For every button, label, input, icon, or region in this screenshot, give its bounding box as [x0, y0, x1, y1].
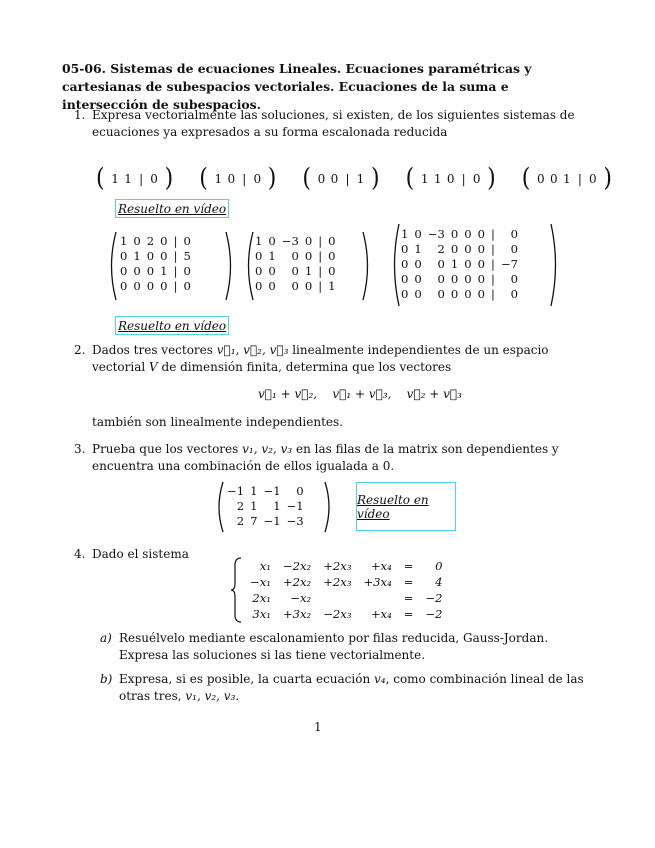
matrix-cell: 0 — [330, 172, 339, 186]
matrix-cell: 1 — [133, 249, 141, 263]
matrix-cell: 0 — [437, 272, 445, 286]
matrix-cell: | — [318, 234, 323, 248]
matrix-b-table — [252, 234, 339, 294]
matrix-cell: 0 — [268, 279, 276, 293]
matrix-cell: +x₄ — [370, 607, 392, 621]
matrix-cell: −1 — [227, 484, 245, 498]
row-matrix — [199, 164, 277, 193]
matrix-cell: = — [403, 607, 414, 621]
left-paren: ( — [302, 164, 311, 193]
matrix-cell: 1 — [255, 234, 263, 248]
matrix-cell: 0 — [437, 257, 445, 271]
part-b-vectors: v₁, v₂, v₃ — [185, 689, 236, 703]
matrix-cell: 0 — [183, 264, 191, 278]
matrix-cell: 1 — [250, 484, 258, 498]
exercise-2-text-c: de dimensión finita, determina que los vectores — [157, 360, 452, 374]
matrix-cell: x₁ — [259, 559, 271, 573]
matrix-cell: 0 — [296, 484, 304, 498]
matrix-cell: 0 — [160, 249, 168, 263]
matrix-cell: −2 — [425, 591, 443, 605]
matrix-cell: 0 — [120, 264, 128, 278]
matrix-row — [398, 242, 521, 257]
matrix-row — [244, 558, 449, 574]
matrix-cell: 1 — [420, 172, 429, 186]
matrix-cell: 0 — [510, 272, 519, 286]
matrix-cell: 0 — [304, 279, 313, 293]
matrix-cell: | — [173, 234, 178, 248]
right-paren: ) — [164, 164, 174, 193]
matrix-cell: 0 — [160, 234, 168, 248]
exercise-2-combination: v⃗₁ + v⃗₂, v⃗₁ + v⃗₃, v⃗₂ + v⃗₃ — [258, 387, 462, 401]
matrix-cell: 0 — [477, 227, 486, 241]
matrix-cell: 0 — [414, 227, 422, 241]
matrix-cell: 0 — [537, 172, 545, 186]
matrix-cell: = — [403, 591, 414, 605]
matrix-cell: 0 — [133, 279, 141, 293]
matrix-row — [398, 272, 521, 287]
equation-system-table — [244, 558, 449, 622]
matrix-cell: 0 — [477, 272, 486, 286]
row-matrix — [521, 164, 612, 193]
matrix-cell: 0 — [414, 257, 422, 271]
exercise-2-text — [92, 342, 584, 376]
matrix-cell: 0 — [328, 234, 336, 248]
matrix-cell: | — [491, 272, 495, 286]
matrix-cell: 0 — [255, 264, 263, 278]
matrix-cell: −2x₂ — [282, 559, 312, 573]
matrix-cell: 0 — [477, 242, 486, 256]
matrix-c-table — [398, 227, 521, 302]
matrix-cell: 0 — [437, 287, 445, 301]
part-a-text: Resuélvelo mediante escalonamiento por filas reducida, Gauss-Jordan. Expresa las soluciones si las tiene vectorialmente. — [119, 631, 549, 662]
matrix-cell: −1 — [263, 484, 281, 498]
matrix-cell: = — [403, 559, 414, 573]
matrix-cell: = — [403, 575, 414, 589]
matrix-row — [398, 287, 521, 302]
exercise-2-text-a: Dados tres vectores — [92, 343, 217, 357]
part-b-text — [119, 671, 584, 705]
matrix-cell: 0 — [450, 227, 459, 241]
matrix-cell: 4 — [435, 575, 443, 589]
matrix-cell: 3x₁ — [252, 607, 271, 621]
exercise-4-text: Dado el sistema — [92, 547, 189, 561]
matrix-cell: 0 — [401, 257, 409, 271]
exercise-2-number: 2. — [74, 343, 86, 357]
matrix-cell: 1 — [563, 172, 571, 186]
matrix-cell: 0 — [255, 279, 263, 293]
matrix-cell: | — [318, 279, 323, 293]
matrix-cell: 0 — [477, 287, 486, 301]
right-paren: ) — [370, 164, 380, 193]
video-link-3-label[interactable]: Resuelto en vídeo — [357, 492, 429, 521]
matrix-cell: 0 — [304, 234, 313, 248]
matrix-row — [224, 499, 307, 514]
part-b-end: . — [235, 689, 240, 703]
matrix-cell — [317, 590, 357, 606]
matrix-cell: 1 — [120, 234, 128, 248]
matrix-cell: 2 — [437, 242, 445, 256]
exercise-3-matrix-table — [224, 484, 307, 529]
matrix-cell: 0 — [477, 257, 486, 271]
matrix-cell: 1 — [450, 257, 459, 271]
exercise-2-space-v: V — [149, 360, 158, 374]
matrix-cell: 0 — [464, 287, 472, 301]
matrix-cell: | — [318, 264, 323, 278]
matrix-row — [398, 227, 521, 242]
matrix-row — [117, 249, 194, 264]
row-matrix-cells — [208, 172, 268, 186]
matrix-cell: 0 — [133, 264, 141, 278]
matrix-cell: | — [461, 172, 466, 186]
matrix-cell: 1 — [160, 264, 168, 278]
exercise-3-text-a: Prueba que los vectores — [92, 442, 243, 456]
part-b-v4: v₄ — [374, 672, 386, 686]
video-link-1[interactable] — [115, 199, 229, 218]
exercise-3-vectors: v₁, v₂, v₃ — [242, 442, 293, 456]
page-number: 1 — [314, 720, 322, 734]
matrix-row — [244, 606, 449, 622]
row-matrix — [302, 164, 380, 193]
video-link-2-label[interactable]: Resuelto en vídeo — [118, 319, 227, 333]
matrix-cell: 0 — [133, 234, 141, 248]
matrix-cell: 1 — [268, 249, 276, 263]
exercise-1-number: 1. — [74, 108, 86, 122]
matrix-cell: 1 — [356, 172, 365, 186]
row-matrix-cells — [414, 172, 487, 186]
row-matrix — [405, 164, 496, 193]
row-matrices — [96, 164, 612, 193]
matrix-cell: 0 — [450, 287, 459, 301]
matrix-cell: 1 — [273, 499, 281, 513]
matrix-cell: | — [491, 242, 495, 256]
matrix-cell: 0 — [510, 227, 519, 241]
left-paren: ( — [96, 164, 105, 193]
part-b-label: b) — [100, 672, 113, 686]
matrix-cell: 1 — [124, 172, 132, 186]
matrix-cell: 0 — [446, 172, 455, 186]
matrix-cell: −7 — [500, 257, 519, 271]
matrix-cell: 0 — [291, 264, 299, 278]
matrix-cell: 0 — [146, 264, 155, 278]
part-b-text-a: Expresa, si es posible, la cuarta ecuación — [119, 672, 374, 686]
page-title: 05-06. Sistemas de ecuaciones Lineales. Ecuaciones paramétricas y cartesianas de subespacios vectoriales. Ecuaciones de la suma e intersección de subespacios. — [62, 61, 532, 112]
matrix-row — [252, 264, 339, 279]
matrix-row — [252, 249, 339, 264]
matrix-cell: 1 — [328, 279, 336, 293]
matrix-cell: | — [173, 249, 178, 263]
matrix-cell: | — [173, 264, 178, 278]
matrix-cell: −1 — [263, 514, 281, 528]
matrix-row — [224, 484, 307, 499]
matrix-cell: −3 — [286, 514, 304, 528]
exercise-3-number: 3. — [74, 442, 86, 456]
matrix-cell: 1 — [111, 172, 119, 186]
matrix-cell: 0 — [268, 264, 276, 278]
matrix-cell: 0 — [291, 279, 299, 293]
matrix-cell: 0 — [401, 287, 409, 301]
matrix-cell: | — [577, 172, 582, 186]
matrix-cell: 0 — [255, 249, 263, 263]
right-paren: ) — [603, 164, 612, 193]
matrix-cell: 1 — [414, 242, 422, 256]
left-paren: ( — [199, 164, 208, 193]
exercise-2-text-d: también son linealmente independientes. — [92, 415, 343, 429]
row-matrix-cells — [530, 172, 603, 186]
matrix-cell: 0 — [317, 172, 326, 186]
matrix-cell: 0 — [146, 279, 155, 293]
matrix-cell: 0 — [183, 279, 191, 293]
matrix-cell: 0 — [291, 249, 299, 263]
matrix-cell: 2 — [236, 514, 245, 528]
matrix-cell: | — [491, 257, 495, 271]
matrix-row — [224, 514, 307, 529]
matrix-cell: 1 — [250, 499, 258, 513]
system-brace — [230, 557, 244, 623]
exercise-4-number: 4. — [74, 547, 86, 561]
part-a-label: a) — [100, 631, 112, 645]
left-paren: ( — [405, 164, 415, 193]
row-matrix — [96, 164, 174, 193]
matrix-cell: 0 — [464, 242, 472, 256]
matrix-cell: | — [173, 279, 178, 293]
matrix-row — [244, 574, 449, 590]
part-b-text-b: , como combinación lineal de las otras tres, — [119, 672, 584, 703]
matrix-cell: 0 — [304, 249, 313, 263]
matrix-cell: 0 — [401, 272, 409, 286]
matrix-cell: 0 — [589, 172, 597, 186]
matrix-cell: 0 — [120, 279, 128, 293]
matrix-cell: | — [491, 287, 495, 301]
row-matrix-cells — [105, 172, 165, 186]
matrix-cell: 0 — [464, 257, 472, 271]
matrix-cell: 0 — [328, 249, 336, 263]
matrix-row — [398, 257, 521, 272]
matrix-cell: 0 — [227, 172, 236, 186]
matrix-cell: 5 — [183, 249, 191, 263]
matrix-cell: 0 — [550, 172, 558, 186]
matrix-cell: 0 — [268, 234, 276, 248]
matrix-cell: −2 — [425, 607, 443, 621]
matrix-cell: 0 — [253, 172, 262, 186]
matrix-cell: +x₄ — [370, 559, 392, 573]
matrix-cell: 0 — [414, 272, 422, 286]
matrix-cell: +3x₂ — [282, 607, 312, 621]
matrix-cell: −x₁ — [250, 575, 271, 589]
matrix-row — [252, 234, 339, 249]
matrix-cell: 0 — [450, 242, 459, 256]
matrix-cell: −1 — [286, 499, 304, 513]
matrix-cell: 0 — [464, 272, 472, 286]
matrix-row — [117, 264, 194, 279]
matrix-cell: 0 — [160, 279, 168, 293]
matrix-cell: +2x₃ — [323, 575, 352, 589]
matrix-cell: | — [242, 172, 247, 186]
matrix-row — [252, 279, 339, 294]
right-paren: ) — [267, 164, 277, 193]
matrix-row — [117, 279, 194, 294]
matrix-cell — [357, 590, 397, 606]
matrix-cell: +3x₄ — [363, 575, 392, 589]
matrix-cell: | — [139, 172, 144, 186]
right-paren: ) — [487, 164, 496, 193]
matrix-cell: 2x₁ — [252, 591, 271, 605]
video-link-1-label[interactable]: Resuelto en vídeo — [118, 202, 227, 216]
matrix-row — [117, 234, 194, 249]
matrix-cell: 0 — [120, 249, 128, 263]
matrix-cell: −2x₃ — [323, 607, 352, 621]
matrix-cell: +2x₂ — [282, 575, 312, 589]
exercise-1-text: Expresa vectorialmente las soluciones, si existen, de los siguientes sistemas de ecuaciones ya expresados a su forma escalonada reducida — [92, 108, 575, 139]
matrix-cell: +2x₃ — [323, 559, 352, 573]
matrix-cell: | — [318, 249, 323, 263]
matrix-cell: 0 — [401, 242, 409, 256]
matrix-cell: 2 — [146, 234, 155, 248]
exercise-2-text-b: linealmente independientes de un espacio vectorial — [92, 343, 549, 374]
exercise-3-text-b: en las filas de la matrix son dependientes y encuentra una combinación de ellos igualada a 0. — [92, 442, 559, 473]
matrix-cell: 0 — [414, 287, 422, 301]
matrix-row — [244, 590, 449, 606]
matrix-cell: 0 — [150, 172, 158, 186]
matrix-cell: 0 — [183, 234, 191, 248]
matrix-cell: 7 — [250, 514, 258, 528]
video-link-2[interactable] — [115, 316, 229, 335]
matrix-cell: 0 — [510, 242, 519, 256]
matrix-cell: 0 — [472, 172, 481, 186]
left-paren: ( — [521, 164, 531, 193]
matrix-cell: 1 — [401, 227, 409, 241]
matrix-cell: | — [491, 227, 495, 241]
matrix-cell: 0 — [510, 287, 519, 301]
matrix-a-table — [117, 234, 194, 294]
matrix-cell: | — [345, 172, 350, 186]
matrix-cell: −x₂ — [290, 591, 312, 605]
video-link-3[interactable] — [356, 482, 456, 531]
matrix-cell: 1 — [433, 172, 442, 186]
matrix-cell: 0 — [464, 227, 472, 241]
matrix-cell: 0 — [146, 249, 155, 263]
matrix-cell: −3 — [427, 227, 445, 241]
matrix-cell: 1 — [304, 264, 313, 278]
matrix-cell: 0 — [450, 272, 459, 286]
exercise-3-text — [92, 441, 584, 475]
exercise-2-vectors: v⃗₁, v⃗₂, v⃗₃ — [216, 343, 289, 357]
row-matrix-cells — [311, 172, 371, 186]
matrix-cell: −3 — [281, 234, 299, 248]
matrix-cell: 0 — [328, 264, 336, 278]
matrix-cell: 2 — [236, 499, 245, 513]
matrix-cell: 0 — [435, 559, 443, 573]
matrix-cell: 1 — [214, 172, 223, 186]
